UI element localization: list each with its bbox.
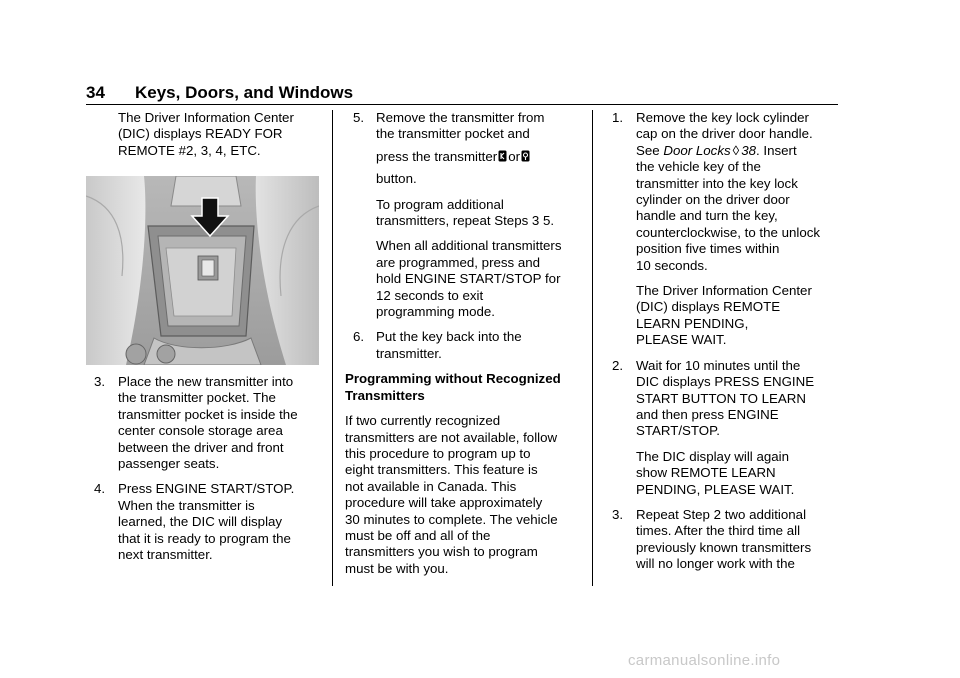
spacer — [345, 362, 585, 371]
step-line: Remove the transmitter from — [376, 110, 545, 125]
step-line: START/STOP. — [636, 423, 720, 439]
column-divider-2 — [592, 110, 593, 586]
step-line: the transmitter pocket. The — [118, 390, 276, 406]
step-number: 1. — [612, 110, 624, 125]
body-line: procedure will take approximately — [345, 495, 543, 511]
step-line: the transmitter pocket and — [376, 126, 530, 142]
spacer — [612, 349, 842, 358]
para-line: transmitters, repeat Steps 3 5. — [376, 213, 555, 229]
body-line: transmitters you wish to program — [345, 544, 538, 560]
para-line: 12 seconds to exit — [376, 287, 484, 303]
intro-line: (DIC) displays READY FOR — [118, 126, 283, 142]
step-2 — [612, 358, 842, 498]
step-line: START BUTTON TO LEARN — [636, 390, 806, 406]
body-line: eight transmitters. This feature is — [345, 462, 538, 478]
step-text — [636, 358, 842, 498]
spacer — [345, 320, 585, 329]
step-line: center console storage area — [118, 423, 283, 439]
spacer — [94, 472, 328, 481]
step-line: handle and turn the key, — [636, 208, 778, 224]
step-line: cylinder on the driver door — [636, 192, 790, 208]
spacer — [376, 229, 585, 238]
intro-line: The Driver Information Center — [118, 110, 294, 125]
para-line: To program additional — [376, 196, 504, 212]
body-line: transmitters are not available, follow — [345, 429, 558, 445]
step-line-text: . Insert — [756, 142, 797, 158]
step-line: 10 seconds. — [636, 257, 708, 273]
step-line — [636, 143, 842, 159]
step-text — [636, 507, 842, 573]
step-number: 3. — [612, 506, 624, 522]
spacer — [376, 188, 585, 197]
step-line: transmitter into the key lock — [636, 175, 798, 191]
step-1 — [612, 110, 842, 349]
step-4 — [94, 481, 328, 563]
step-line: passenger seats. — [118, 456, 220, 472]
step-line: Put the key back into the — [376, 329, 522, 345]
step-5 — [345, 110, 585, 320]
step-line: transmitter pocket is inside the — [118, 406, 298, 422]
column-divider-1 — [332, 110, 333, 586]
page-header-number: 34 — [86, 83, 105, 102]
step-line: learned, the DIC will display — [118, 514, 283, 530]
step-line-text: See — [636, 142, 664, 158]
console-illustration — [86, 176, 319, 365]
step-3 — [612, 507, 842, 573]
body-line: not available in Canada. This — [345, 478, 517, 494]
step-line-text: press the transmitter — [376, 148, 498, 164]
para-line: When all additional transmitters — [376, 238, 562, 254]
step-line: button. — [376, 171, 417, 187]
step-line: Place the new transmitter into — [118, 374, 294, 389]
para-line: (DIC) displays REMOTE — [636, 299, 781, 315]
step-text — [636, 110, 842, 349]
step-text — [118, 481, 328, 563]
step-line: Wait for 10 minutes until the — [636, 357, 801, 373]
step-line: Press ENGINE START/STOP. — [118, 481, 295, 497]
step-text — [376, 110, 585, 320]
step-line: When the transmitter is — [118, 497, 255, 513]
para-line: LEARN PENDING, — [636, 315, 749, 331]
unlock-key-icon — [521, 150, 530, 162]
step-number: 4. — [94, 481, 106, 497]
lock-key-icon — [498, 150, 507, 162]
para-line: PLEASE WAIT. — [636, 332, 727, 348]
watermark: carmanualsonline.info — [628, 652, 781, 669]
header-rule — [86, 104, 838, 105]
step-line-text: or — [508, 148, 521, 164]
para-line: The DIC display will again — [636, 448, 789, 464]
step-line: Remove the key lock cylinder — [636, 110, 809, 125]
step-number: 6. — [353, 329, 365, 345]
step-number: 5. — [353, 110, 365, 125]
step-line: times. After the third time all — [636, 523, 801, 539]
step-number: 3. — [94, 374, 106, 389]
spacer — [636, 440, 842, 449]
step-line: next transmitter. — [118, 547, 213, 563]
page-header-title: Keys, Doors, and Windows — [135, 83, 354, 102]
step-line: that it is ready to program the — [118, 530, 291, 546]
section-heading: Programming without Recognized — [345, 371, 561, 387]
step-line: will no longer work with the — [636, 556, 795, 572]
para-line: PENDING, PLEASE WAIT. — [636, 481, 795, 497]
step-line: and then press ENGINE — [636, 406, 779, 422]
para-line: are programmed, press and — [376, 254, 541, 270]
body-line: If two currently recognized — [345, 413, 501, 429]
step-line: between the driver and front — [118, 439, 284, 455]
column-1 — [118, 110, 328, 159]
step-line: counterclockwise, to the unlock — [636, 224, 821, 240]
page-ref-arrow: ◊ — [732, 142, 740, 158]
step-text — [376, 329, 585, 362]
column-1-steps — [94, 374, 328, 563]
spacer — [612, 498, 842, 507]
body-line: this procedure to program up to — [345, 445, 531, 461]
para-line: show REMOTE LEARN — [636, 465, 776, 481]
section-heading: Transmitters — [345, 387, 425, 403]
step-line: cap on the driver door handle. — [636, 126, 813, 142]
step-line: position five times within — [636, 241, 780, 257]
para-line: The Driver Information Center — [636, 283, 812, 299]
step-line: previously known transmitters — [636, 539, 812, 555]
spacer — [345, 404, 585, 413]
body-line: must be off and all of the — [345, 527, 491, 543]
column-2 — [345, 110, 585, 577]
step-3 — [94, 374, 328, 472]
step-line: DIC displays PRESS ENGINE — [636, 374, 815, 390]
column-3 — [612, 110, 842, 573]
body-line: 30 minutes to complete. The vehicle — [345, 511, 558, 527]
door-locks-link[interactable]: Door Locks — [663, 142, 731, 158]
body-line: must be with you. — [345, 560, 449, 576]
step-line: transmitter. — [376, 345, 442, 361]
step-text — [118, 374, 328, 472]
para-line: hold ENGINE START/STOP for — [376, 271, 561, 287]
page-ref-number[interactable]: 38 — [741, 142, 756, 158]
step-line: the vehicle key of the — [636, 159, 761, 175]
spacer — [636, 274, 842, 283]
intro-line: REMOTE #2, 3, 4, ETC. — [118, 142, 261, 158]
step-line — [376, 149, 585, 165]
para-line: programming mode. — [376, 304, 495, 320]
step-line: Repeat Step 2 two additional — [636, 506, 807, 522]
step-number: 2. — [612, 357, 624, 373]
step-6 — [345, 329, 585, 362]
